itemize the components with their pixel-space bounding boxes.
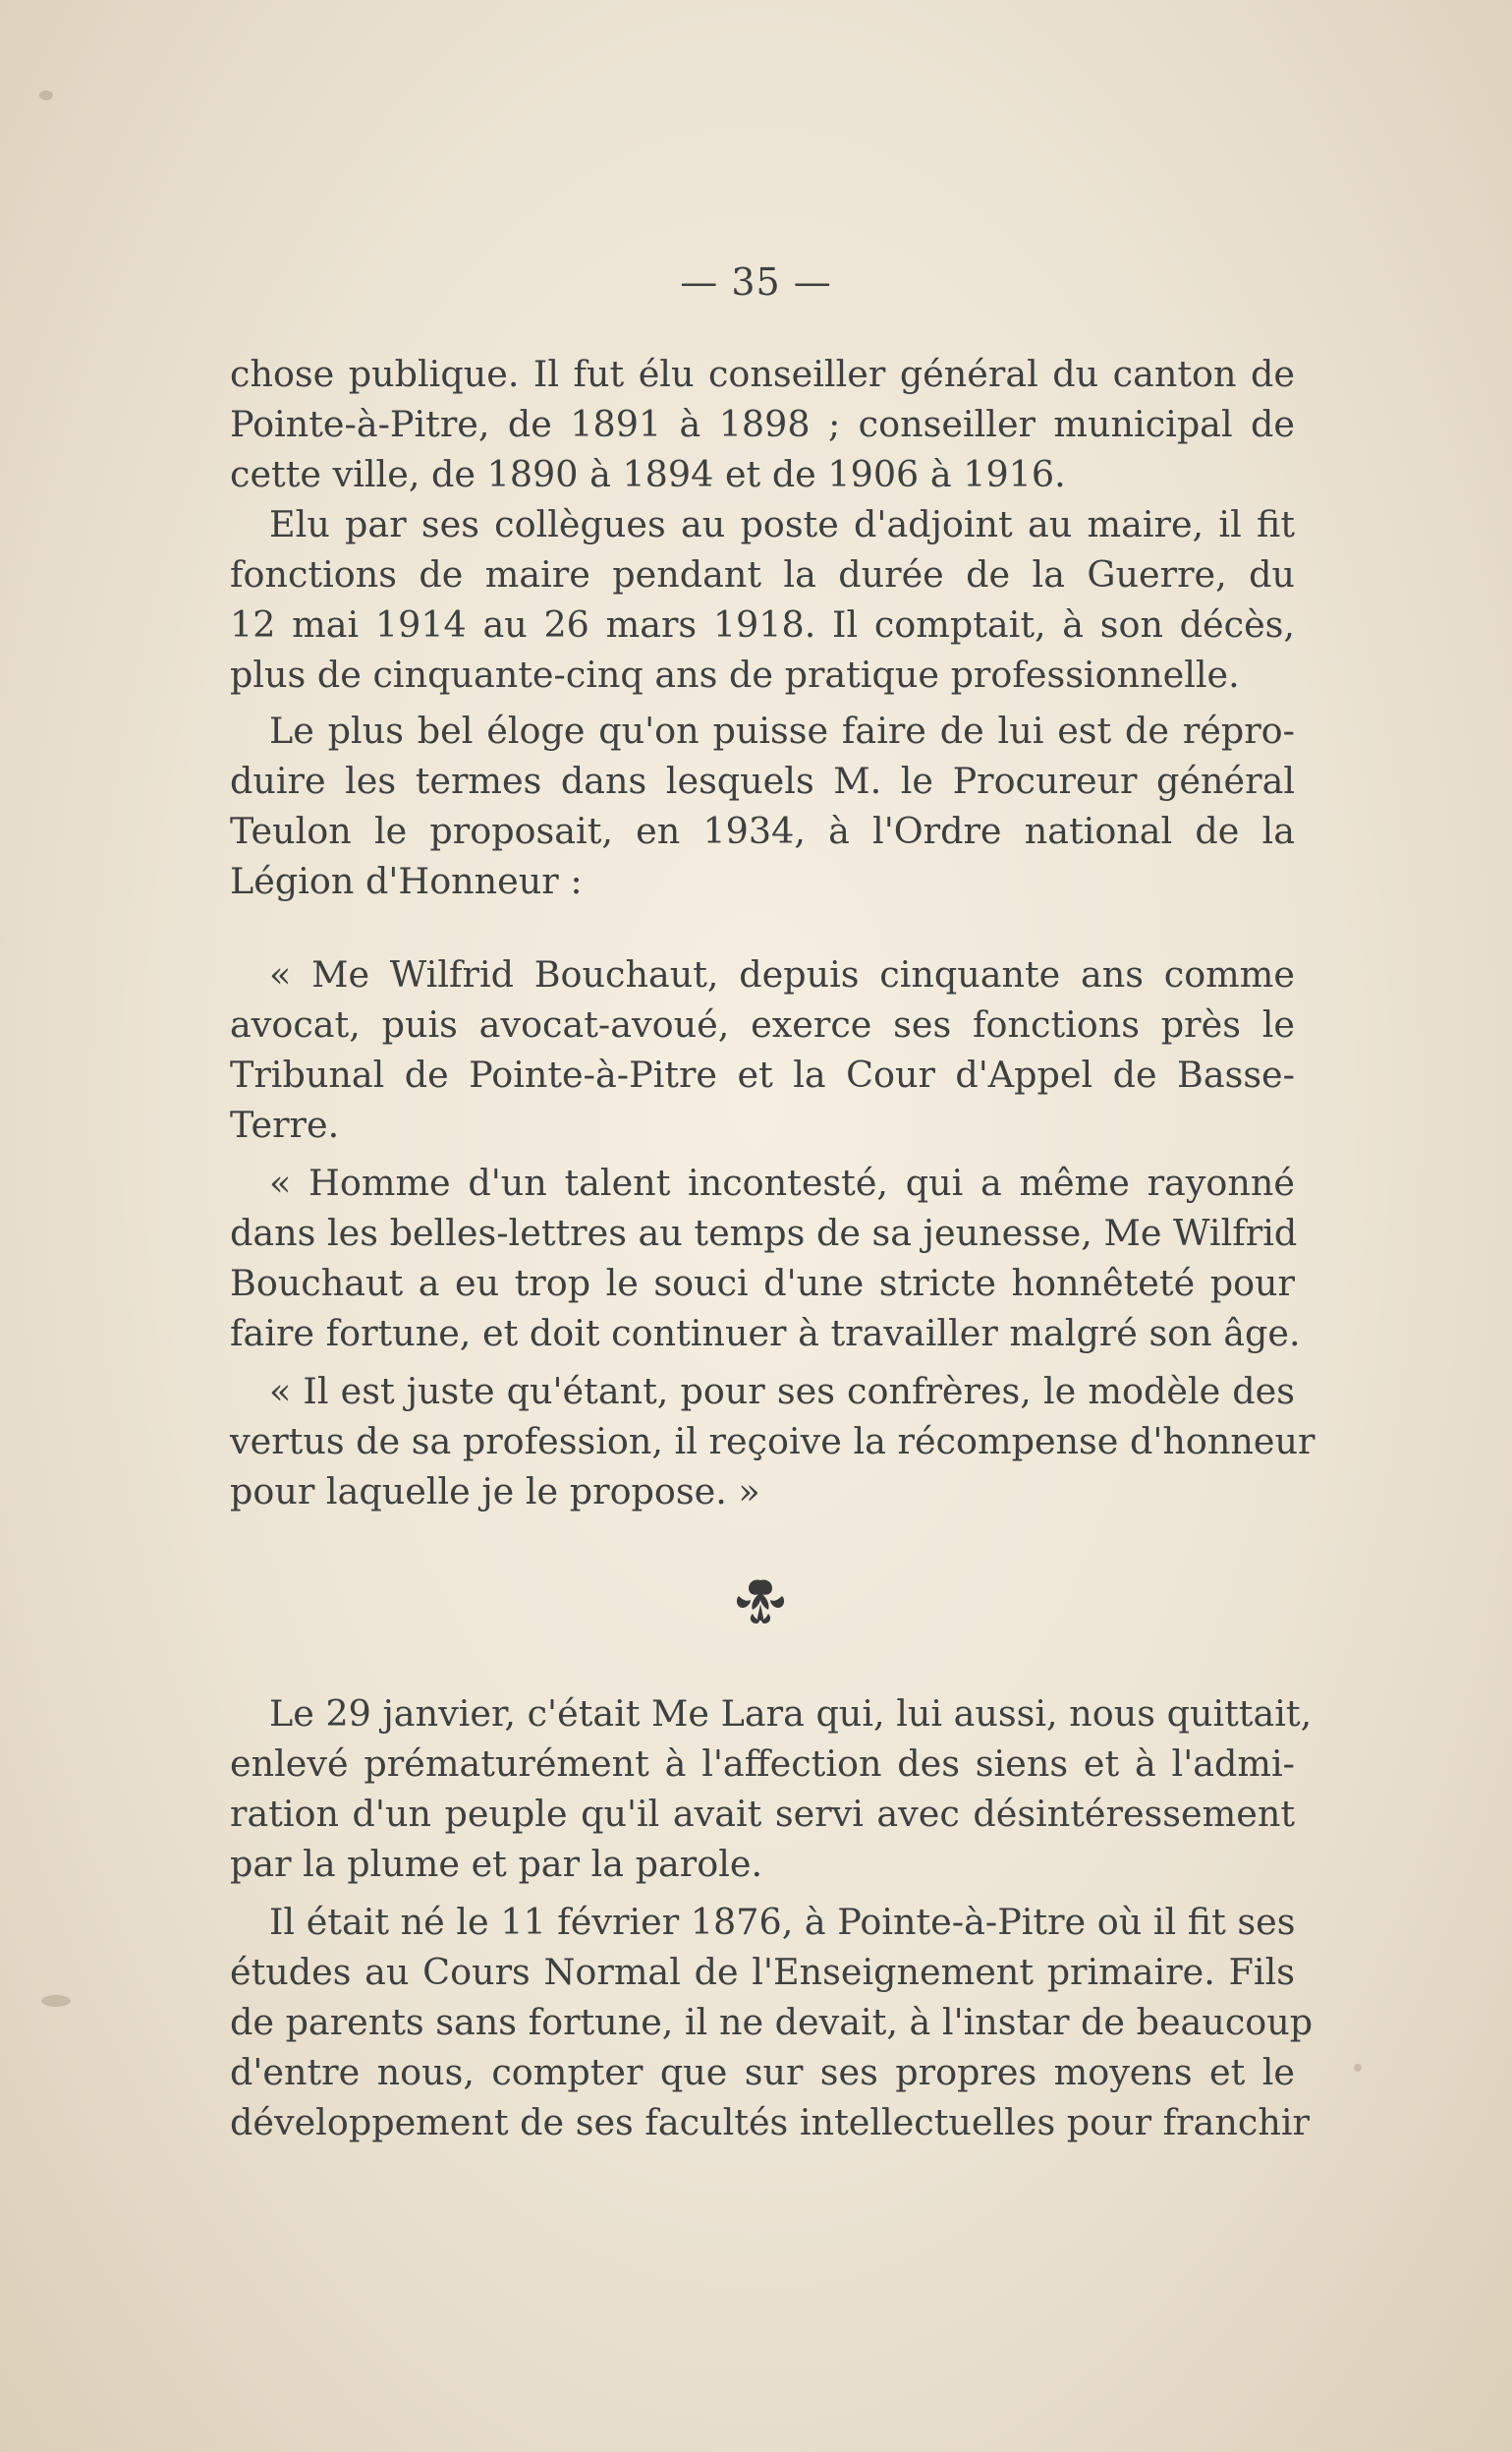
text-line: dans les belles-lettres au temps de sa jeunesse, Me Wilfrid (230, 1212, 1298, 1254)
text-line: Terre. (230, 1104, 340, 1146)
text-line: Tribunal de Pointe-à-Pitre et la Cour d'Appel de Basse- (230, 1054, 1295, 1096)
text-line: Légion d'Honneur : (230, 860, 583, 902)
text-line: « Il est juste qu'étant, pour ses confrères, le modèle des (269, 1370, 1295, 1412)
text-line: Pointe-à-Pitre, de 1891 à 1898 ; conseiller municipal de (230, 403, 1295, 445)
text-line: plus de cinquante-cinq ans de pratique professionnelle. (230, 654, 1240, 696)
text-line: Teulon le proposait, en 1934, à l'Ordre national de la (230, 810, 1295, 852)
text-line: Le plus bel éloge qu'on puisse faire de lui est de répro- (269, 710, 1295, 752)
text-line: enlevé prématurément à l'affection des siens et à l'admi- (230, 1742, 1295, 1785)
text-line: vertus de sa profession, il reçoive la récompense d'honneur (230, 1420, 1316, 1462)
text-line: ration d'un peuple qu'il avait servi avec désintéressement (230, 1793, 1295, 1835)
paper-stain (39, 90, 53, 100)
text-line: pour laquelle je le propose. » (230, 1470, 760, 1512)
text-line: fonctions de maire pendant la durée de la Guerre, du (230, 553, 1295, 596)
text-line: Elu par ses collègues au poste d'adjoint au maire, il fit (269, 503, 1295, 545)
text-line: avocat, puis avocat-avoué, exerce ses fonctions près le (230, 1003, 1295, 1046)
paper-stain (1354, 2064, 1362, 2072)
text-line: études au Cours Normal de l'Enseignement primaire. Fils (230, 1951, 1295, 1993)
text-line: Bouchaut a eu trop le souci d'une stricte honnêteté pour (230, 1262, 1295, 1304)
paper-stain (41, 1995, 71, 2007)
text-line: par la plume et par la parole. (230, 1843, 763, 1885)
text-line: « Me Wilfrid Bouchaut, depuis cinquante ans comme (269, 953, 1295, 996)
text-line: duire les termes dans lesquels M. le Procureur général (230, 760, 1295, 802)
text-line: « Homme d'un talent incontesté, qui a même rayonné (269, 1162, 1295, 1204)
text-line: développement de ses facultés intellectuelles pour franchir (230, 2101, 1310, 2143)
text-line: de parents sans fortune, il ne devait, à l'instar de beaucoup (230, 2001, 1314, 2043)
text-line: d'entre nous, compter que sur ses propres moyens et le (230, 2051, 1295, 2093)
text-line: chose publique. Il fut élu conseiller général du canton de (230, 353, 1295, 395)
page-number: — 35 — (680, 260, 832, 304)
fleuron-icon (731, 1574, 790, 1629)
text-line: 12 mai 1914 au 26 mars 1918. Il comptait, à son décès, (230, 603, 1295, 646)
text-line: faire fortune, et doit continuer à travailler malgré son âge. (230, 1312, 1301, 1354)
text-line: Il était né le 11 février 1876, à Pointe-à-Pitre où il fit ses (269, 1901, 1296, 1943)
text-line: Le 29 janvier, c'était Me Lara qui, lui aussi, nous quittait, (269, 1692, 1313, 1735)
text-line: cette ville, de 1890 à 1894 et de 1906 à 1916. (230, 453, 1066, 495)
